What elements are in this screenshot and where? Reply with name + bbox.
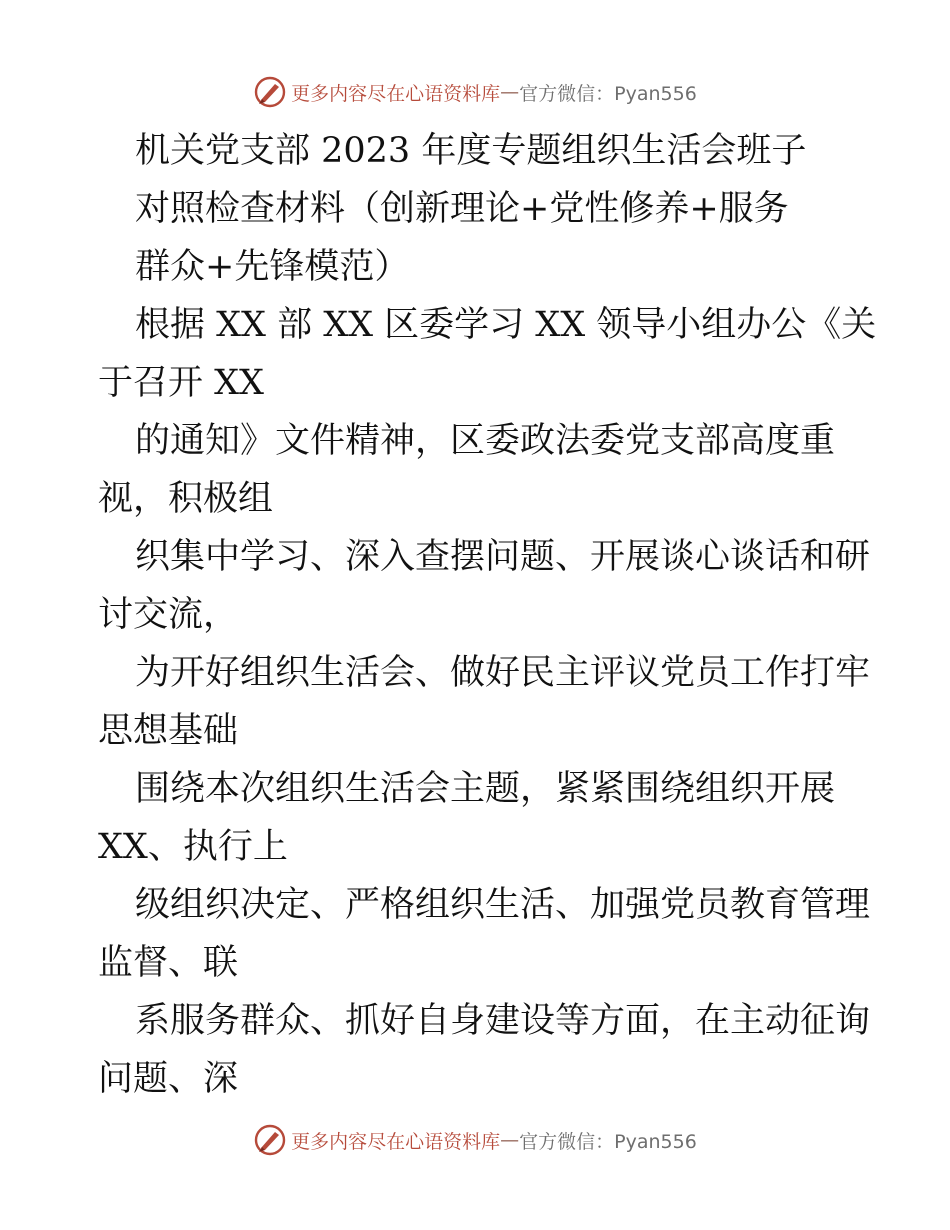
- title-line-3: 群众+先锋模范）: [135, 247, 410, 287]
- paragraph-line: 问题、深: [98, 1059, 239, 1099]
- paragraph-line: 监督、联: [98, 943, 239, 983]
- paragraph-line: 织集中学习、深入查摆问题、开展谈心谈话和研: [135, 537, 871, 577]
- header-watermark-banner: [0, 72, 950, 112]
- paragraph-line: 系服务群众、抓好自身建设等方面，在主动征询: [135, 1001, 871, 1041]
- paragraph-line: 为开好组织生活会、做好民主评议党员工作打牢: [135, 653, 871, 693]
- pen-circle-logo-icon: [253, 75, 287, 109]
- watermark-separator: —: [500, 1129, 520, 1151]
- paragraph-line: 根据 XX 部 XX 区委学习 XX 领导小组办公《关: [135, 305, 877, 345]
- footer-watermark-banner: [0, 1120, 950, 1160]
- watermark-red-text: 更多内容尽在心语资料库: [291, 1130, 501, 1153]
- watermark-red-text: 更多内容尽在心语资料库: [291, 82, 501, 105]
- paragraph-line: 视，积极组: [98, 479, 274, 519]
- pen-circle-logo-icon: [253, 1123, 287, 1157]
- paragraph-line: 围绕本次组织生活会主题，紧紧围绕组织开展: [135, 769, 836, 809]
- paragraph-line: 的通知》文件精神，区委政法委党支部高度重: [135, 421, 836, 461]
- paragraph-line: 级组织决定、严格组织生活、加强党员教育管理: [135, 885, 871, 925]
- paragraph-line: 于召开 XX: [98, 363, 264, 403]
- title-line-1: 机关党支部 2023 年度专题组织生活会班子: [135, 131, 807, 171]
- watermark-wechat-text: 官方微信：Pyan556: [519, 1130, 697, 1153]
- paragraph-line: XX、执行上: [98, 827, 288, 867]
- document-body: [98, 122, 877, 1108]
- paragraph-line: 讨交流，: [98, 595, 239, 635]
- title-line-2: 对照检查材料（创新理论+党性修养+服务: [135, 189, 789, 229]
- watermark-wechat-text: 官方微信：Pyan556: [519, 82, 697, 105]
- watermark-separator: —: [500, 81, 520, 103]
- paragraph-line: 思想基础: [98, 711, 239, 751]
